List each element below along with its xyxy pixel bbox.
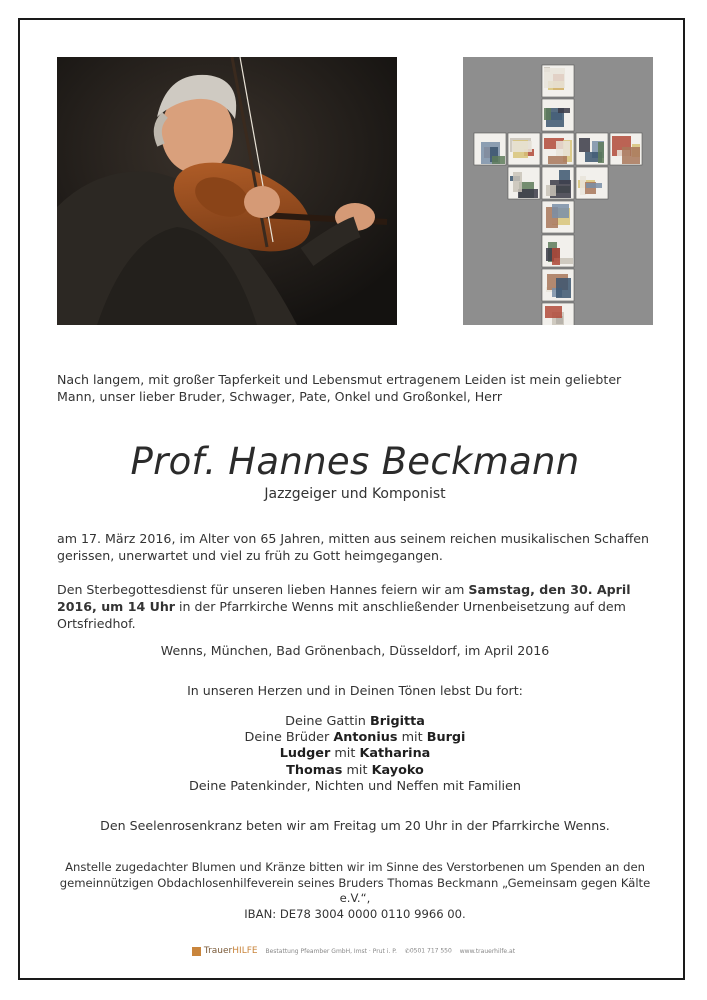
footer-web: www.trauerhilfe.at (459, 947, 516, 955)
phone-icon: ✆ (404, 947, 410, 955)
family-line (57, 763, 653, 779)
family-connector: mit (330, 746, 360, 762)
intro-text: Nach langem, mit großer Tapferkeit und Lebensmut ertragenem Leiden ist mein geliebter Mann, unser lieber Bruder, Schwager, Pate, Onkel und Großonkel, Herr (57, 372, 622, 404)
trauerhilfe-logo-icon (192, 947, 201, 956)
family-connector: mit (342, 762, 372, 778)
rosary-text: Den Seelenrosenkranz beten wir am Freitag um 20 Uhr in der Pfarrkirche Wenns. (100, 818, 610, 833)
deceased-subtitle: Jazzgeiger und Komponist (264, 486, 446, 502)
family-line (57, 714, 653, 730)
motto: In unseren Herzen und in Deinen Tönen lebst Du fort: (187, 683, 523, 698)
family-line: Deine Patenkinder, Nichten und Neffen mit Familien (188, 778, 522, 794)
family-relation: Deine Gattin (285, 714, 370, 729)
family-list (57, 714, 653, 795)
violinist-photo (57, 57, 397, 325)
service-text (57, 581, 653, 632)
family-name: Antonius (333, 730, 398, 746)
cross-artwork (463, 57, 653, 325)
service-text-before: Den Sterbegottesdienst für unseren lieben Hannes feiern wir am (57, 582, 469, 597)
family-name: Katharina (359, 746, 431, 762)
place-date: Wenns, München, Bad Grönenbach, Düsseldorf, im April 2016 (160, 643, 550, 658)
donation-line: gemeinnützigen Obdachlosenhilfeverein seines Bruders Thomas Beckmann „Gemeinsam gegen Kälte e.V.“, (59, 875, 651, 905)
footer (0, 946, 707, 956)
family-line (57, 746, 653, 762)
family-connector: mit (397, 730, 427, 746)
family-name: Ludger (279, 746, 331, 762)
logo-text-part2: HILFE (232, 946, 258, 956)
donation-iban: IBAN: DE78 3004 0000 0110 9966 00. (244, 906, 466, 921)
logo-text-part1: Trauer (203, 946, 233, 956)
family-name: Kayoko (371, 762, 424, 778)
deceased-name: Prof. Hannes Beckmann (130, 440, 580, 483)
donation-line: Anstelle zugedachter Blumen und Kränze bitten wir im Sinne des Verstorbenen um Spenden an den (65, 860, 645, 874)
donation-text (57, 860, 653, 922)
service-date: Samstag, den 30. April 2016, um 14 Uhr (57, 582, 631, 614)
death-notice-text: am 17. März 2016, im Alter von 65 Jahren, mitten aus seinem reichen musikalischen Schaffen gerissen, unerwartet und viel zu früh zu Gott heimgegangen. (57, 531, 649, 563)
family-name: Burgi (426, 730, 466, 746)
family-relation: Deine Brüder (244, 730, 334, 746)
family-name: Brigitta (370, 714, 425, 729)
service-text-after: in der Pfarrkirche Wenns mit anschließender Urnenbeisetzung auf dem Ortsfriedhof. (57, 599, 626, 631)
footer-company: Bestattung Pfeamber GmbH, Imst · Prut i. P. (265, 947, 397, 955)
footer-phone: 0501 717 550 (409, 947, 452, 955)
trauerhilfe-logo (204, 946, 258, 956)
family-line (57, 730, 653, 746)
family-name: Thomas (286, 762, 343, 778)
